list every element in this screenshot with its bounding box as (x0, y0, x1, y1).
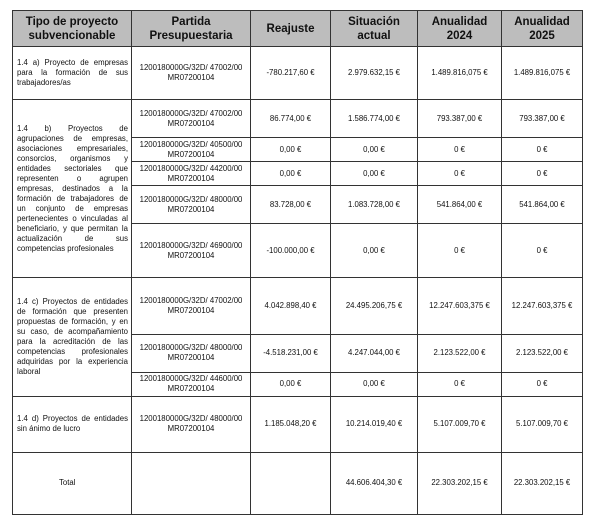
header-anualidad-2025: Anualidad 2025 (502, 11, 583, 47)
anualidad-2025-cell: 1.489.816,075 € (502, 47, 583, 100)
anualidad-2025-cell: 12.247.603,375 € (502, 278, 583, 334)
partida-cell: 1200180000G/32D/ 48000/00 MR07200104 (132, 396, 251, 452)
budget-table (12, 10, 583, 515)
partida-cell: 1200180000G/32D/ 47002/00 MR07200104 (132, 278, 251, 334)
tipo-cell-c: 1.4 c) Proyectos de entidades de formación que presenten propuestas de formación, y en su caso, de acompañamiento para la acreditación de las competencias profesionales adquiridas por la experiencia laboral (13, 278, 132, 396)
situacion-cell: 0,00 € (331, 162, 418, 186)
situacion-cell: 2.979.632,15 € (331, 47, 418, 100)
anualidad-2024-cell: 0 € (418, 138, 502, 162)
header-situacion: Situación actual (331, 11, 418, 47)
partida-cell: 1200180000G/32D/ 47002/00 MR07200104 (132, 47, 251, 100)
reajuste-cell: -780.217,60 € (251, 47, 331, 100)
anualidad-2025-cell: 0 € (502, 162, 583, 186)
anualidad-2025-cell: 541.864,00 € (502, 186, 583, 224)
budget-table-container (12, 10, 582, 515)
situacion-cell: 0,00 € (331, 138, 418, 162)
reajuste-cell: 86.774,00 € (251, 100, 331, 138)
anualidad-2025-cell: 0 € (502, 372, 583, 396)
header-anualidad-2024: Anualidad 2024 (418, 11, 502, 47)
situacion-cell: 1.586.774,00 € (331, 100, 418, 138)
header-row (13, 11, 583, 47)
anualidad-2025-cell: 5.107.009,70 € (502, 396, 583, 452)
table-row (13, 100, 583, 138)
partida-cell: 1200180000G/32D/ 44200/00 MR07200104 (132, 162, 251, 186)
reajuste-cell: -100.000,00 € (251, 224, 331, 278)
anualidad-2025-cell: 0 € (502, 224, 583, 278)
situacion-cell: 10.214.019,40 € (331, 396, 418, 452)
situacion-cell: 24.495.206,75 € (331, 278, 418, 334)
tipo-cell-a: 1.4 a) Proyecto de empresas para la formación de sus trabajadores/as (13, 47, 132, 100)
anualidad-2024-cell: 2.123.522,00 € (418, 334, 502, 372)
tipo-cell-d: 1.4 d) Proyectos de entidades sin ánimo de lucro (13, 396, 132, 452)
reajuste-cell: -4.518.231,00 € (251, 334, 331, 372)
total-reajuste-empty (251, 452, 331, 514)
anualidad-2024-cell: 541.864,00 € (418, 186, 502, 224)
reajuste-cell: 83.728,00 € (251, 186, 331, 224)
reajuste-cell: 4.042.898,40 € (251, 278, 331, 334)
anualidad-2024-cell: 5.107.009,70 € (418, 396, 502, 452)
table-row (13, 278, 583, 334)
table-row (13, 396, 583, 452)
anualidad-2024-cell: 793.387,00 € (418, 100, 502, 138)
anualidad-2024-cell: 1.489.816,075 € (418, 47, 502, 100)
partida-cell: 1200180000G/32D/ 44600/00 MR07200104 (132, 372, 251, 396)
partida-cell: 1200180000G/32D/ 47002/00 MR07200104 (132, 100, 251, 138)
anualidad-2024-cell: 0 € (418, 224, 502, 278)
total-anualidad-2024: 22.303.202,15 € (418, 452, 502, 514)
tipo-cell-b: 1.4 b) Proyectos de agrupaciones de empresas, asociaciones empresariales, consorcios, organismos y entidades sectoriales que representen o agrupen empresas, destinados a la formación de trabajadores de un conjunto de empresas pertenecientes o vinculadas al beneficiario, y que permitan la actualización de sus competencias profesionales (13, 100, 132, 278)
reajuste-cell: 0,00 € (251, 162, 331, 186)
anualidad-2025-cell: 2.123.522,00 € (502, 334, 583, 372)
reajuste-cell: 1.185.048,20 € (251, 396, 331, 452)
partida-cell: 1200180000G/32D/ 46900/00 MR07200104 (132, 224, 251, 278)
total-row (13, 452, 583, 514)
situacion-cell: 1.083.728,00 € (331, 186, 418, 224)
situacion-cell: 0,00 € (331, 224, 418, 278)
partida-cell: 1200180000G/32D/ 48000/00 MR07200104 (132, 186, 251, 224)
table-row (13, 47, 583, 100)
reajuste-cell: 0,00 € (251, 138, 331, 162)
situacion-cell: 4.247.044,00 € (331, 334, 418, 372)
partida-cell: 1200180000G/32D/ 40500/00 MR07200104 (132, 138, 251, 162)
reajuste-cell: 0,00 € (251, 372, 331, 396)
header-tipo: Tipo de proyecto subvencionable (13, 11, 132, 47)
total-anualidad-2025: 22.303.202,15 € (502, 452, 583, 514)
total-situacion: 44.606.404,30 € (331, 452, 418, 514)
anualidad-2024-cell: 0 € (418, 372, 502, 396)
anualidad-2024-cell: 0 € (418, 162, 502, 186)
anualidad-2025-cell: 0 € (502, 138, 583, 162)
anualidad-2024-cell: 12.247.603,375 € (418, 278, 502, 334)
total-label: Total (13, 452, 132, 514)
header-partida: Partida Presupuestaria (132, 11, 251, 47)
total-partida-empty (132, 452, 251, 514)
situacion-cell: 0,00 € (331, 372, 418, 396)
header-reajuste: Reajuste (251, 11, 331, 47)
anualidad-2025-cell: 793.387,00 € (502, 100, 583, 138)
partida-cell: 1200180000G/32D/ 48000/00 MR07200104 (132, 334, 251, 372)
